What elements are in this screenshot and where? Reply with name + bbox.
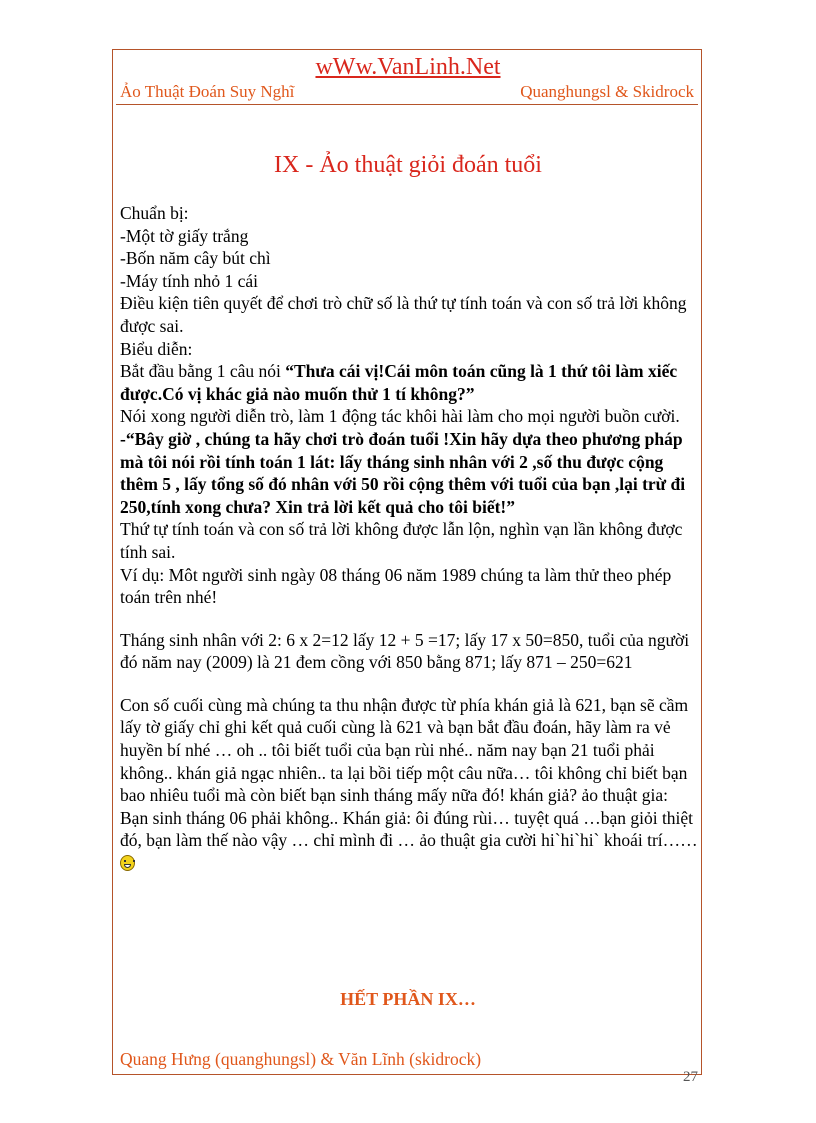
chapter-title: IX - Ảo thuật giỏi đoán tuổi (274, 152, 542, 178)
prep-item: -Một tờ giấy trắng (120, 225, 249, 246)
instruction-quote: -“Bây giờ , chúng ta hãy chơi trò đoán tuổi !Xin hãy dựa theo phương pháp mà tôi nói rồi tính toán 1 lát: lấy tháng sinh nhân với 2 ,số thu được cộng thêm 5 , lấy tổng số đó nhân với 50 rồi cộng thêm với tuổi của bạn ,lại trừ đi 250,tính xong chưa? Xin trả lời kết quả cho tôi biết!” (120, 428, 686, 517)
calculation-paragraph: Tháng sinh nhân với 2: 6 x 2=12 lấy 12 + 5 =17; lấy 17 x 50=850, tuổi của người đó năm nay (2009) là 21 đem cồng với 850 bằng 871; lấy 871 – 250=621 (120, 629, 690, 673)
perform-label: Biểu diễn: (120, 338, 193, 359)
end-of-part: HẾT PHẦN IX… (340, 989, 476, 1009)
prep-item: -Bốn năm cây bút chì (120, 248, 271, 269)
footer-authors: Quang Hưng (quanghungsl) & Văn Lĩnh (skidrock) (120, 1049, 482, 1069)
example-paragraph: Ví dụ: Môt người sinh ngày 08 tháng 06 năm 1989 chúng ta làm thử theo phép toán trên nhé! (120, 564, 672, 608)
header-authors: Quanghungsl & Skidrock (520, 82, 694, 101)
condition-paragraph: Điều kiện tiên quyết để chơi trò chữ số là thứ tự tính toán và con số trả lời không được sai. (120, 293, 687, 336)
instruction-paragraph (120, 428, 698, 518)
prep-item: -Máy tính nhỏ 1 cái (120, 270, 259, 291)
header-divider (116, 104, 698, 105)
grinning-face-icon (120, 855, 135, 871)
intro-text: Bắt đầu bằng 1 câu nói (120, 361, 286, 382)
conclusion-text: Con số cuối cùng mà chúng ta thu nhận được từ phía khán giả là 621, bạn sẽ cầm lấy tờ giấy chỉ ghi kết quả cuối cùng là 621 và bạn bắt đầu đoán, hãy làm ra vẻ huyền bí nhé … oh .. tôi biết tuổi của bạn rùi nhé.. năm nay bạn 21 tuổi phải không.. khán giả ngạc nhiên.. ta lại bồi tiếp một câu nữa… tôi không chỉ biết bạn bao nhiêu tuổi mà còn biết bạn sinh tháng mấy nữa đó! khán giả? ảo thuật gia: Bạn sinh tháng 06 phải không.. Khán giả: ôi đúng rùi… tuyệt quá …bạn giỏi thiệt đó, bạn làm thế nào vậy … chỉ mình đi … ảo thuật gia cười hi`hi`hi` khoái trí…… (120, 694, 698, 851)
after-intro-paragraph: Nói xong người diễn trò, làm 1 động tác khôi hài làm cho mọi người buồn cười. (120, 406, 680, 427)
page-number: 27 (683, 1069, 698, 1085)
order-note-paragraph: Thứ tự tính toán và con số trả lời không được lẫn lộn, nghìn vạn lần không được tính sai. (120, 519, 683, 562)
conclusion-paragraph (120, 694, 698, 875)
intro-quote: “Thưa cái vị!Cái môn toán cũng là 1 thứ tôi làm xiếc được.Có vị khác giả nào muốn thử 1 tí không?” (120, 361, 678, 404)
site-link[interactable]: wWw.VanLinh.Net (315, 54, 501, 80)
article-body (120, 202, 698, 875)
prep-label: Chuẩn bị: (120, 203, 189, 223)
header-document-title: Ảo Thuật Đoán Suy Nghĩ (120, 82, 295, 101)
intro-paragraph (120, 360, 698, 405)
